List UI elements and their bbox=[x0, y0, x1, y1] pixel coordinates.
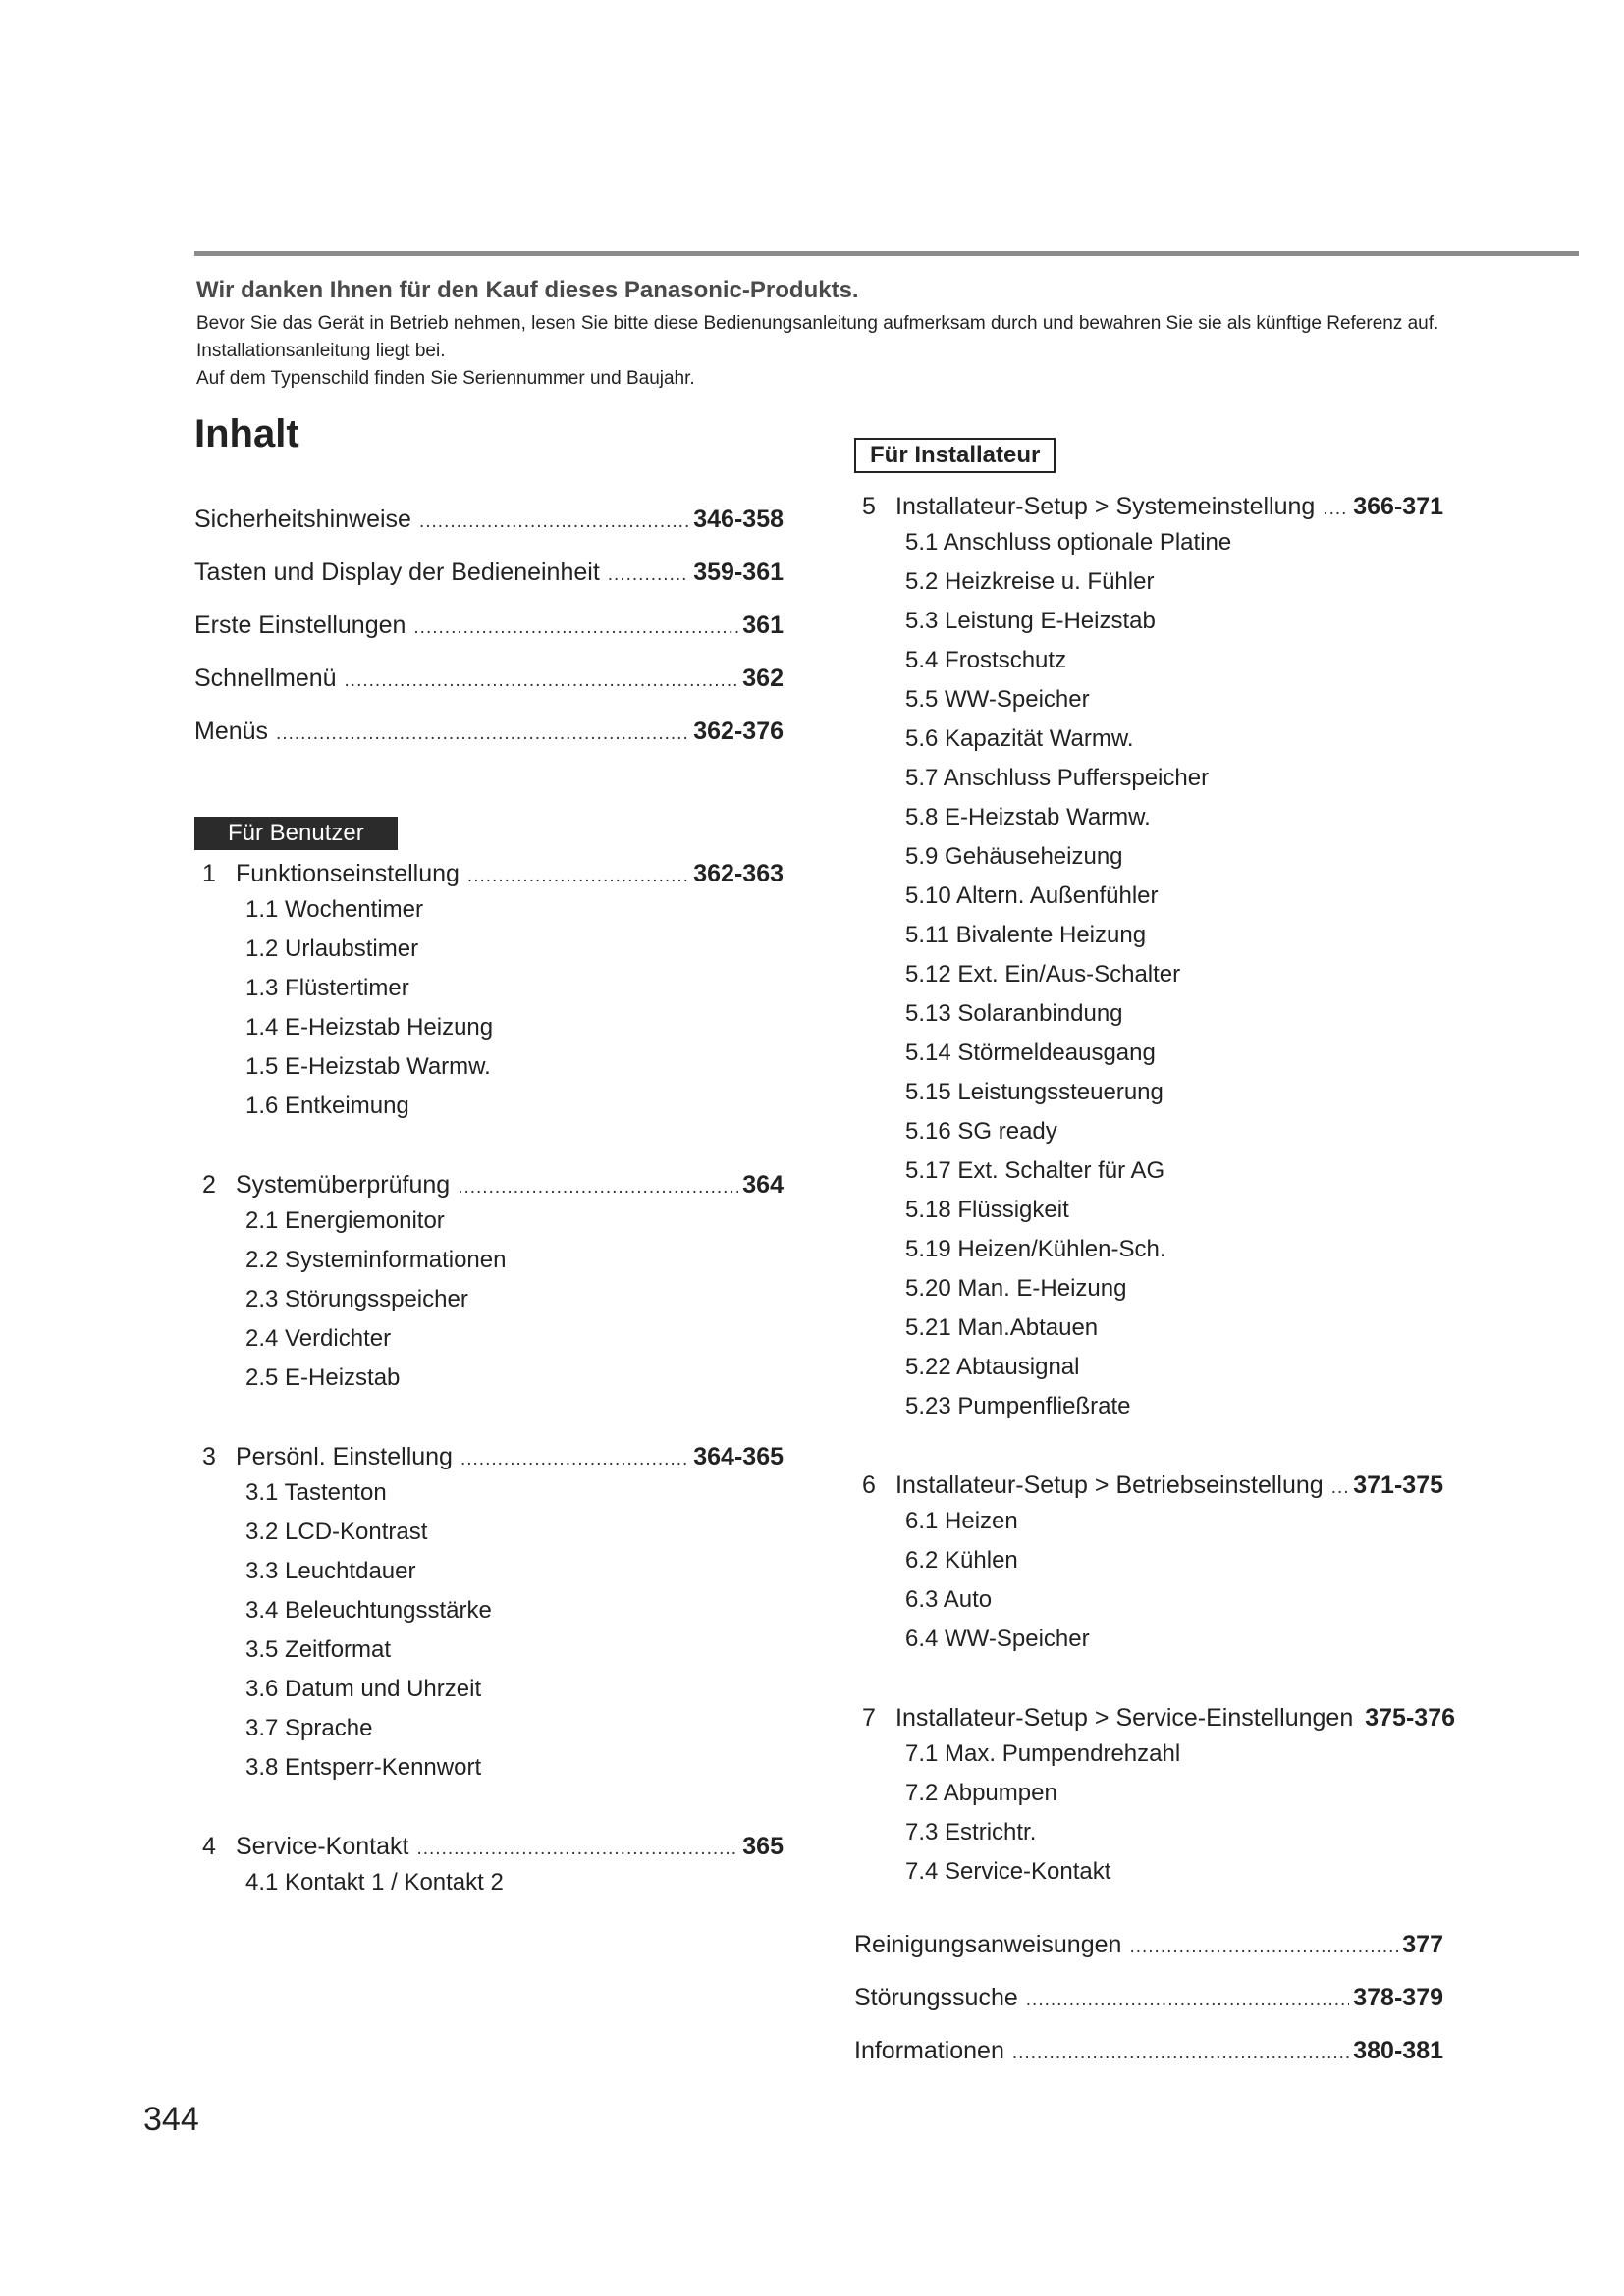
toc-subitem[interactable]: 3.8 Entsperr-Kennwort bbox=[245, 1754, 482, 1781]
toc-subitem[interactable]: 5.8 E-Heizstab Warmw. bbox=[905, 804, 1151, 830]
toc-subitem[interactable]: 2.3 Störungsspeicher bbox=[245, 1286, 468, 1312]
toc-subitem[interactable]: 6.1 Heizen bbox=[905, 1508, 1018, 1534]
toc-entry-pages: 362 bbox=[742, 665, 784, 692]
toc-subitem[interactable]: 5.21 Man.Abtauen bbox=[905, 1314, 1099, 1341]
toc-subitem[interactable]: 3.7 Sprache bbox=[245, 1715, 373, 1741]
toc-entry-label: Störungssuche bbox=[854, 1984, 1018, 2011]
toc-subitem[interactable]: 5.7 Anschluss Pufferspeicher bbox=[905, 765, 1210, 791]
installer-section-label: Für Installateur bbox=[854, 438, 1056, 473]
toc-section-label: Funktionseinstellung bbox=[236, 860, 460, 887]
toc-subitem[interactable]: 5.11 Bivalente Heizung bbox=[905, 922, 1147, 948]
toc-subitem[interactable]: 1.6 Entkeimung bbox=[245, 1093, 409, 1119]
toc-subitem[interactable]: 1.1 Wochentimer bbox=[245, 896, 423, 923]
toc-subitem[interactable]: 1.3 Flüstertimer bbox=[245, 975, 409, 1001]
toc-section-number: 5 bbox=[862, 493, 876, 520]
page-number: 344 bbox=[143, 2101, 199, 2138]
toc-section-pages: 366-371 bbox=[1353, 493, 1443, 520]
toc-entry-pages: 378-379 bbox=[1353, 1984, 1443, 2011]
toc-section-pages: 371-375 bbox=[1353, 1471, 1443, 1499]
toc-entry-cleaning[interactable] bbox=[854, 1931, 1443, 1959]
toc-entry-label: Tasten und Display der Bedieneinheit bbox=[194, 559, 600, 586]
toc-section-heading[interactable] bbox=[854, 493, 1443, 521]
toc-subitem[interactable]: 5.15 Leistungssteuerung bbox=[905, 1079, 1164, 1105]
toc-subitem[interactable]: 6.4 WW-Speicher bbox=[905, 1626, 1090, 1652]
toc-section-heading[interactable] bbox=[854, 1471, 1443, 1500]
toc-entry-pages: 361 bbox=[742, 612, 784, 639]
toc-section-number: 1 bbox=[202, 860, 216, 887]
toc-subitem[interactable]: 1.4 E-Heizstab Heizung bbox=[245, 1014, 494, 1041]
toc-subitem[interactable]: 5.6 Kapazität Warmw. bbox=[905, 725, 1134, 752]
toc-leader bbox=[345, 670, 739, 692]
toc-subitem[interactable]: 5.9 Gehäuseheizung bbox=[905, 843, 1123, 870]
toc-section-label: Installateur-Setup > Service-Einstellungen bbox=[895, 1704, 1354, 1732]
toc-leader bbox=[467, 866, 689, 887]
toc-section-pages: 375-376 bbox=[1365, 1704, 1455, 1732]
toc-right-column bbox=[854, 438, 1455, 2090]
toc-leader bbox=[1026, 1990, 1349, 2011]
toc-subitem[interactable]: 6.2 Kühlen bbox=[905, 1547, 1018, 1574]
toc-subitem[interactable]: 4.1 Kontakt 1 / Kontakt 2 bbox=[245, 1869, 504, 1896]
toc-entry-pages: 346-358 bbox=[693, 506, 784, 533]
toc-subitem[interactable]: 7.4 Service-Kontakt bbox=[905, 1858, 1111, 1885]
toc-entry-pages: 359-361 bbox=[693, 559, 784, 586]
toc-section-heading[interactable] bbox=[194, 1443, 784, 1471]
toc-section-pages: 365 bbox=[742, 1833, 784, 1860]
toc-section-number: 2 bbox=[202, 1171, 216, 1199]
toc-section-number: 6 bbox=[862, 1471, 876, 1499]
toc-entry-buttons-display[interactable] bbox=[194, 559, 784, 587]
toc-section-label: Systemüberprüfung bbox=[236, 1171, 451, 1199]
toc-section-pages: 364-365 bbox=[693, 1443, 784, 1470]
toc-entry-menus[interactable] bbox=[194, 718, 784, 746]
toc-section-3 bbox=[194, 1443, 784, 1788]
toc-entry-label: Reinigungsanweisungen bbox=[854, 1931, 1122, 1958]
toc-leader bbox=[416, 1839, 738, 1860]
toc-leader bbox=[276, 723, 689, 745]
toc-entry-quick-menu[interactable] bbox=[194, 665, 784, 693]
toc-subitem[interactable]: 5.2 Heizkreise u. Fühler bbox=[905, 568, 1155, 595]
toc-subitem[interactable]: 2.4 Verdichter bbox=[245, 1325, 392, 1352]
toc-section-1 bbox=[194, 860, 784, 1126]
toc-subitem[interactable]: 2.5 E-Heizstab bbox=[245, 1364, 401, 1391]
user-section-label: Für Benutzer bbox=[194, 817, 398, 850]
toc-subitem[interactable]: 5.20 Man. E-Heizung bbox=[905, 1275, 1127, 1302]
toc-leader bbox=[1323, 499, 1349, 520]
toc-entry-pages: 377 bbox=[1402, 1931, 1443, 1958]
toc-section-label: Persönl. Einstellung bbox=[236, 1443, 453, 1470]
toc-subitem[interactable]: 5.1 Anschluss optionale Platine bbox=[905, 529, 1232, 556]
toc-entry-information[interactable] bbox=[854, 2037, 1443, 2065]
toc-subitem[interactable]: 5.4 Frostschutz bbox=[905, 647, 1067, 673]
toc-entry-label: Sicherheitshinweise bbox=[194, 506, 411, 533]
toc-subitem[interactable]: 3.3 Leuchtdauer bbox=[245, 1558, 416, 1584]
toc-section-2 bbox=[194, 1171, 784, 1398]
toc-leader bbox=[460, 1449, 689, 1470]
toc-subitem[interactable]: 5.17 Ext. Schalter für AG bbox=[905, 1157, 1165, 1184]
toc-subitem[interactable]: 1.5 E-Heizstab Warmw. bbox=[245, 1053, 491, 1080]
toc-section-number: 7 bbox=[862, 1704, 876, 1732]
toc-subitem[interactable]: 7.2 Abpumpen bbox=[905, 1780, 1057, 1806]
toc-section-heading[interactable] bbox=[194, 1833, 784, 1861]
toc-section-label: Installateur-Setup > Betriebseinstellung bbox=[895, 1471, 1324, 1499]
toc-subitem[interactable]: 3.6 Datum und Uhrzeit bbox=[245, 1676, 482, 1702]
toc-section-pages: 362-363 bbox=[693, 860, 784, 887]
toc-left-column bbox=[194, 506, 784, 1948]
toc-subitem[interactable]: 7.1 Max. Pumpendrehzahl bbox=[905, 1740, 1181, 1767]
toc-subitem[interactable]: 7.3 Estrichtr. bbox=[905, 1819, 1037, 1845]
toc-section-label: Service-Kontakt bbox=[236, 1833, 409, 1860]
toc-section-heading[interactable] bbox=[194, 860, 784, 888]
toc-leader bbox=[458, 1177, 738, 1199]
toc-leader bbox=[608, 564, 689, 586]
toc-section-heading[interactable] bbox=[194, 1171, 784, 1200]
toc-subitem[interactable]: 5.12 Ext. Ein/Aus-Schalter bbox=[905, 961, 1181, 988]
toc-section-5 bbox=[854, 493, 1443, 1426]
toc-subitem[interactable]: 2.2 Systeminformationen bbox=[245, 1247, 507, 1273]
toc-subitem[interactable]: 5.23 Pumpenfließrate bbox=[905, 1393, 1131, 1419]
toc-subitem[interactable]: 5.18 Flüssigkeit bbox=[905, 1197, 1069, 1223]
toc-subitem[interactable]: 5.19 Heizen/Kühlen-Sch. bbox=[905, 1236, 1166, 1262]
toc-section-6 bbox=[854, 1471, 1443, 1659]
toc-entry-first-settings[interactable] bbox=[194, 612, 784, 640]
toc-subitem[interactable]: 2.1 Energiemonitor bbox=[245, 1207, 445, 1234]
top-rule bbox=[194, 251, 1579, 256]
toc-section-label: Installateur-Setup > Systemeinstellung bbox=[895, 493, 1316, 520]
toc-leader bbox=[419, 511, 689, 533]
toc-section-7 bbox=[854, 1704, 1455, 1892]
intro-line: Installationsanleitung liegt bei. bbox=[196, 341, 446, 361]
toc-subitem[interactable]: 5.16 SG ready bbox=[905, 1118, 1057, 1145]
toc-subitem[interactable]: 6.3 Auto bbox=[905, 1586, 993, 1613]
intro-line: Bevor Sie das Gerät in Betrieb nehmen, lesen Sie bitte diese Bedienungsanleitung aufmerksam durch und bewahren Sie sie als künftige Referenz auf. bbox=[196, 313, 1439, 334]
toc-leader bbox=[413, 617, 738, 639]
page-title: Inhalt bbox=[194, 412, 299, 455]
toc-subitem[interactable]: 3.5 Zeitformat bbox=[245, 1636, 392, 1663]
toc-subitem[interactable]: 5.10 Altern. Außenfühler bbox=[905, 882, 1159, 909]
toc-subitem[interactable]: 3.2 LCD-Kontrast bbox=[245, 1519, 428, 1545]
toc-section-number: 3 bbox=[202, 1443, 216, 1470]
toc-entry-label: Schnellmenü bbox=[194, 665, 337, 692]
toc-entry-safety[interactable] bbox=[194, 506, 784, 534]
toc-entry-pages: 380-381 bbox=[1353, 2037, 1443, 2064]
intro-block bbox=[196, 277, 1473, 393]
toc-section-heading[interactable] bbox=[854, 1704, 1455, 1733]
toc-subitem[interactable]: 5.5 WW-Speicher bbox=[905, 686, 1090, 713]
toc-entry-troubleshooting[interactable] bbox=[854, 1984, 1443, 2012]
toc-subitem[interactable]: 5.22 Abtausignal bbox=[905, 1354, 1080, 1380]
toc-leader bbox=[1129, 1937, 1398, 1958]
toc-subitem[interactable]: 5.3 Leistung E-Heizstab bbox=[905, 608, 1156, 634]
toc-subitem[interactable]: 5.14 Störmeldeausgang bbox=[905, 1040, 1156, 1066]
intro-line: Auf dem Typenschild finden Sie Seriennummer und Baujahr. bbox=[196, 368, 695, 389]
toc-leader bbox=[1331, 1477, 1350, 1499]
toc-entry-label: Menüs bbox=[194, 718, 269, 745]
toc-subitem[interactable]: 3.4 Beleuchtungsstärke bbox=[245, 1597, 492, 1624]
toc-section-pages: 364 bbox=[742, 1171, 784, 1199]
intro-title: Wir danken Ihnen für den Kauf dieses Panasonic-Produkts. bbox=[196, 277, 859, 303]
toc-subitem[interactable]: 1.2 Urlaubstimer bbox=[245, 935, 419, 962]
toc-entry-label: Informationen bbox=[854, 2037, 1004, 2064]
toc-section-number: 4 bbox=[202, 1833, 216, 1860]
toc-section-4 bbox=[194, 1833, 784, 1902]
toc-leader bbox=[1012, 2043, 1349, 2064]
toc-subitem[interactable]: 5.13 Solaranbindung bbox=[905, 1000, 1123, 1027]
toc-entry-label: Erste Einstellungen bbox=[194, 612, 406, 639]
toc-entry-pages: 362-376 bbox=[693, 718, 784, 745]
toc-subitem[interactable]: 3.1 Tastenton bbox=[245, 1479, 387, 1506]
